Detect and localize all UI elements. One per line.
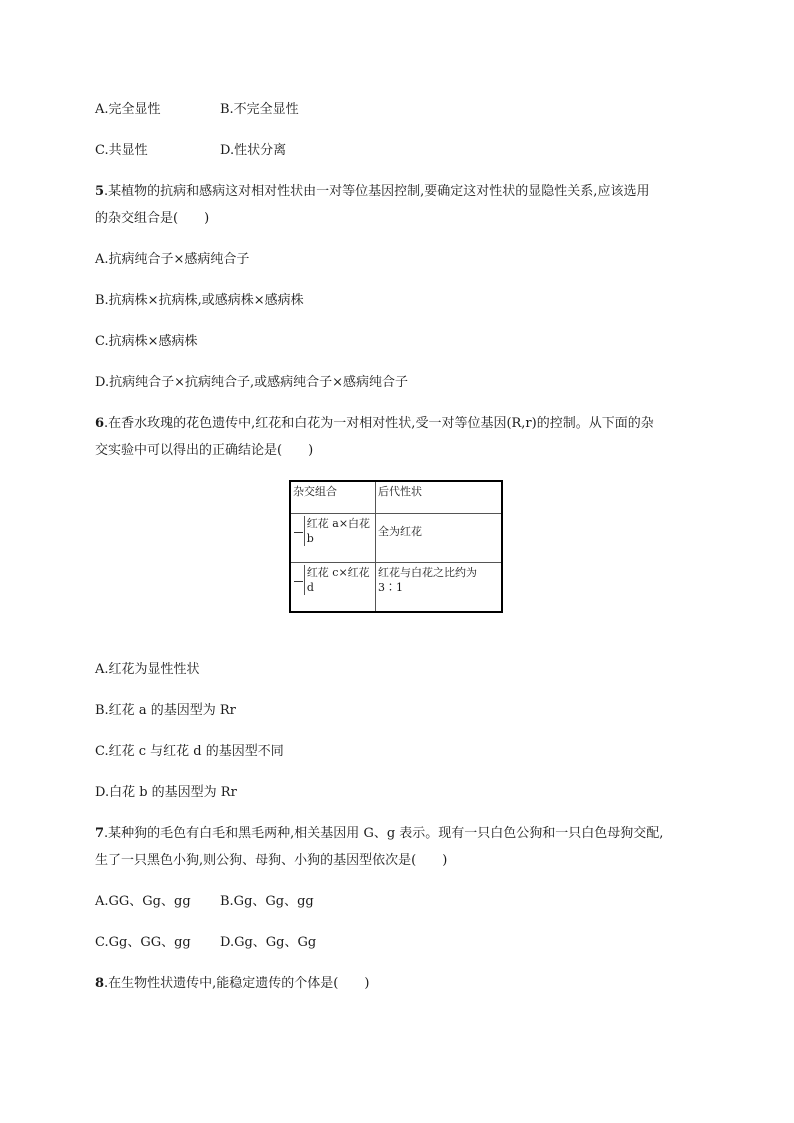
q4-option-d: D.性状分离	[220, 143, 287, 158]
row-marker	[293, 565, 305, 595]
table-row	[290, 513, 502, 562]
q8-number: 8	[95, 976, 105, 991]
row1-cross: 红花 a×白花 b	[306, 516, 371, 545]
q8-stem-line1: 8.在生物性状遗传中,能稳定遗传的个体是( )	[95, 976, 370, 991]
q5-stem-line1: 5.某植物的抗病和感病这对相对性状由一对等位基因控制,要确定这对性状的显隐性关系,应该选用	[95, 184, 650, 199]
q4-option-b: B.不完全显性	[220, 102, 299, 117]
q4-option-c: C.共显性	[95, 143, 148, 158]
q4-option-a: A.完全显性	[95, 102, 161, 117]
table-header-cross: 杂交组合	[290, 481, 376, 513]
q6-option-a: A.红花为显性性状	[95, 662, 200, 677]
q7-stem-line2: 生了一只黑色小狗,则公狗、母狗、小狗的基因型依次是( )	[95, 853, 448, 868]
q7-option-b: B.Gg、Gg、gg	[220, 894, 314, 909]
q5-option-b: B.抗病株×抗病株,或感病株×感病株	[95, 293, 304, 308]
q7-number: 7	[95, 826, 105, 841]
q5-option-c: C.抗病株×感病株	[95, 334, 198, 349]
q7-option-a: A.GG、Gg、gg	[95, 894, 191, 909]
row-marker	[293, 516, 305, 546]
q7-option-d: D.Gg、Gg、Gg	[220, 935, 317, 950]
cross-table	[289, 480, 503, 613]
row2-offspring: 红花与白花之比约为 3∶1	[376, 562, 503, 612]
q6-stem-line1: 6.在香水玫瑰的花色遗传中,红花和白花为一对相对性状,受一对等位基因(R,r)的控制。从下面的杂	[95, 416, 654, 431]
q5-stem-line2: 的杂交组合是( )	[95, 211, 210, 226]
q5-number: 5	[95, 184, 105, 199]
q6-stem-line2: 交实验中可以得出的正确结论是( )	[95, 443, 314, 458]
q5-option-d: D.抗病纯合子×抗病纯合子,或感病纯合子×感病纯合子	[95, 375, 409, 390]
q7-option-c: C.Gg、GG、gg	[95, 935, 191, 950]
table-header-row	[290, 481, 502, 513]
q6-option-c: C.红花 c 与红花 d 的基因型不同	[95, 744, 284, 759]
q6-number: 6	[95, 416, 105, 431]
q5-option-a: A.抗病纯合子×感病纯合子	[95, 252, 250, 267]
table-row	[290, 562, 502, 612]
q6-option-b: B.红花 a 的基因型为 Rr	[95, 703, 236, 718]
row1-offspring: 全为红花	[376, 513, 503, 562]
q6-option-d: D.白花 b 的基因型为 Rr	[95, 785, 237, 800]
q7-stem-line1: 7.某种狗的毛色有白毛和黑毛两种,相关基因用 G、g 表示。现有一只白色公狗和一只白色母狗交配,	[95, 826, 664, 841]
table-header-offspring: 后代性状	[376, 481, 503, 513]
row2-cross: 红花 c×红花 d	[306, 565, 370, 594]
